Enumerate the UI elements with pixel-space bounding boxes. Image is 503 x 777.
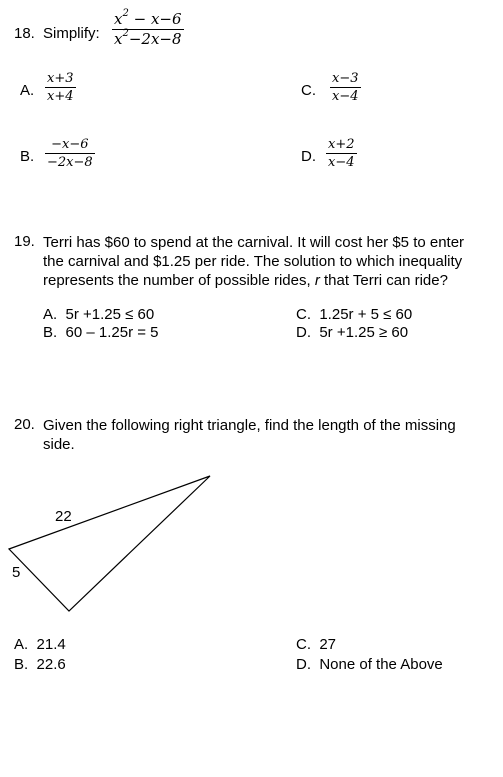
q20-option-a[interactable]: A. 21.4 (14, 636, 66, 653)
q20-line-2: side. (43, 436, 75, 453)
right-triangle-diagram (0, 470, 220, 620)
q18-option-a-numerator: x+3 (47, 71, 74, 86)
q18-option-b-denominator: −2x−8 (47, 155, 93, 170)
q19-option-d[interactable]: D. 5r +1.25 ≥ 60 (296, 324, 409, 341)
q19-line-3: represents the number of possible rides, r that Terri can ride? (43, 272, 448, 289)
q19-line-1: Terri has $60 to spend at the carnival. It will cost her $5 to enter (43, 234, 465, 251)
q19-line-2: the carnival and $1.25 per ride. The solution to which inequality (43, 253, 463, 270)
q18-option-a-denominator: x+4 (47, 89, 74, 104)
q18-option-d-numerator: x+2 (328, 137, 355, 152)
right-triangle (9, 476, 210, 611)
q18-expression (112, 10, 184, 49)
q18-number: 18. (14, 25, 35, 42)
q18-option-c-denominator: x−4 (332, 89, 359, 104)
q18-option-d-denominator: x−4 (328, 155, 355, 170)
q20-number: 20. (14, 416, 35, 433)
q18-option-b-numerator: −x−6 (51, 137, 89, 152)
q19-number: 19. (14, 233, 35, 250)
q19-option-a[interactable]: A. 5r +1.25 ≤ 60 (43, 306, 155, 323)
triangle-side-label-5: 5 (12, 564, 21, 581)
q20-option-b[interactable]: B. 22.6 (14, 656, 66, 673)
q19-variable-r: r (314, 272, 320, 289)
q20-option-c[interactable]: C. 27 (296, 636, 337, 653)
q18-expression-denominator: $x^2-2x-8$ (114, 28, 182, 48)
q18-prompt: Simplify: (43, 25, 100, 42)
q19-option-c[interactable]: C. 1.25r + 5 ≤ 60 (296, 306, 413, 323)
q20-text (43, 416, 501, 454)
q18-option-a[interactable] (45, 70, 76, 105)
q18-option-a-letter: A. (20, 82, 35, 99)
q18-option-c-letter: C. (301, 82, 316, 99)
q19-option-b[interactable]: B. 60 – 1.25r = 5 (43, 324, 159, 341)
q20-option-d[interactable]: D. None of the Above (296, 656, 443, 673)
q18-expression-numerator: $x^2 - x-6$ (114, 8, 182, 28)
q18-option-b[interactable] (45, 136, 95, 171)
q18-option-c[interactable] (330, 70, 361, 105)
q18-option-c-numerator: x−3 (332, 71, 359, 86)
q18-option-b-letter: B. (20, 148, 35, 165)
q18-option-d[interactable] (326, 136, 357, 171)
q19-text (43, 233, 501, 290)
q20-line-1: Given the following right triangle, find the length of the missing (43, 417, 456, 434)
triangle-side-label-22: 22 (55, 508, 72, 525)
q18-option-d-letter: D. (301, 148, 316, 165)
